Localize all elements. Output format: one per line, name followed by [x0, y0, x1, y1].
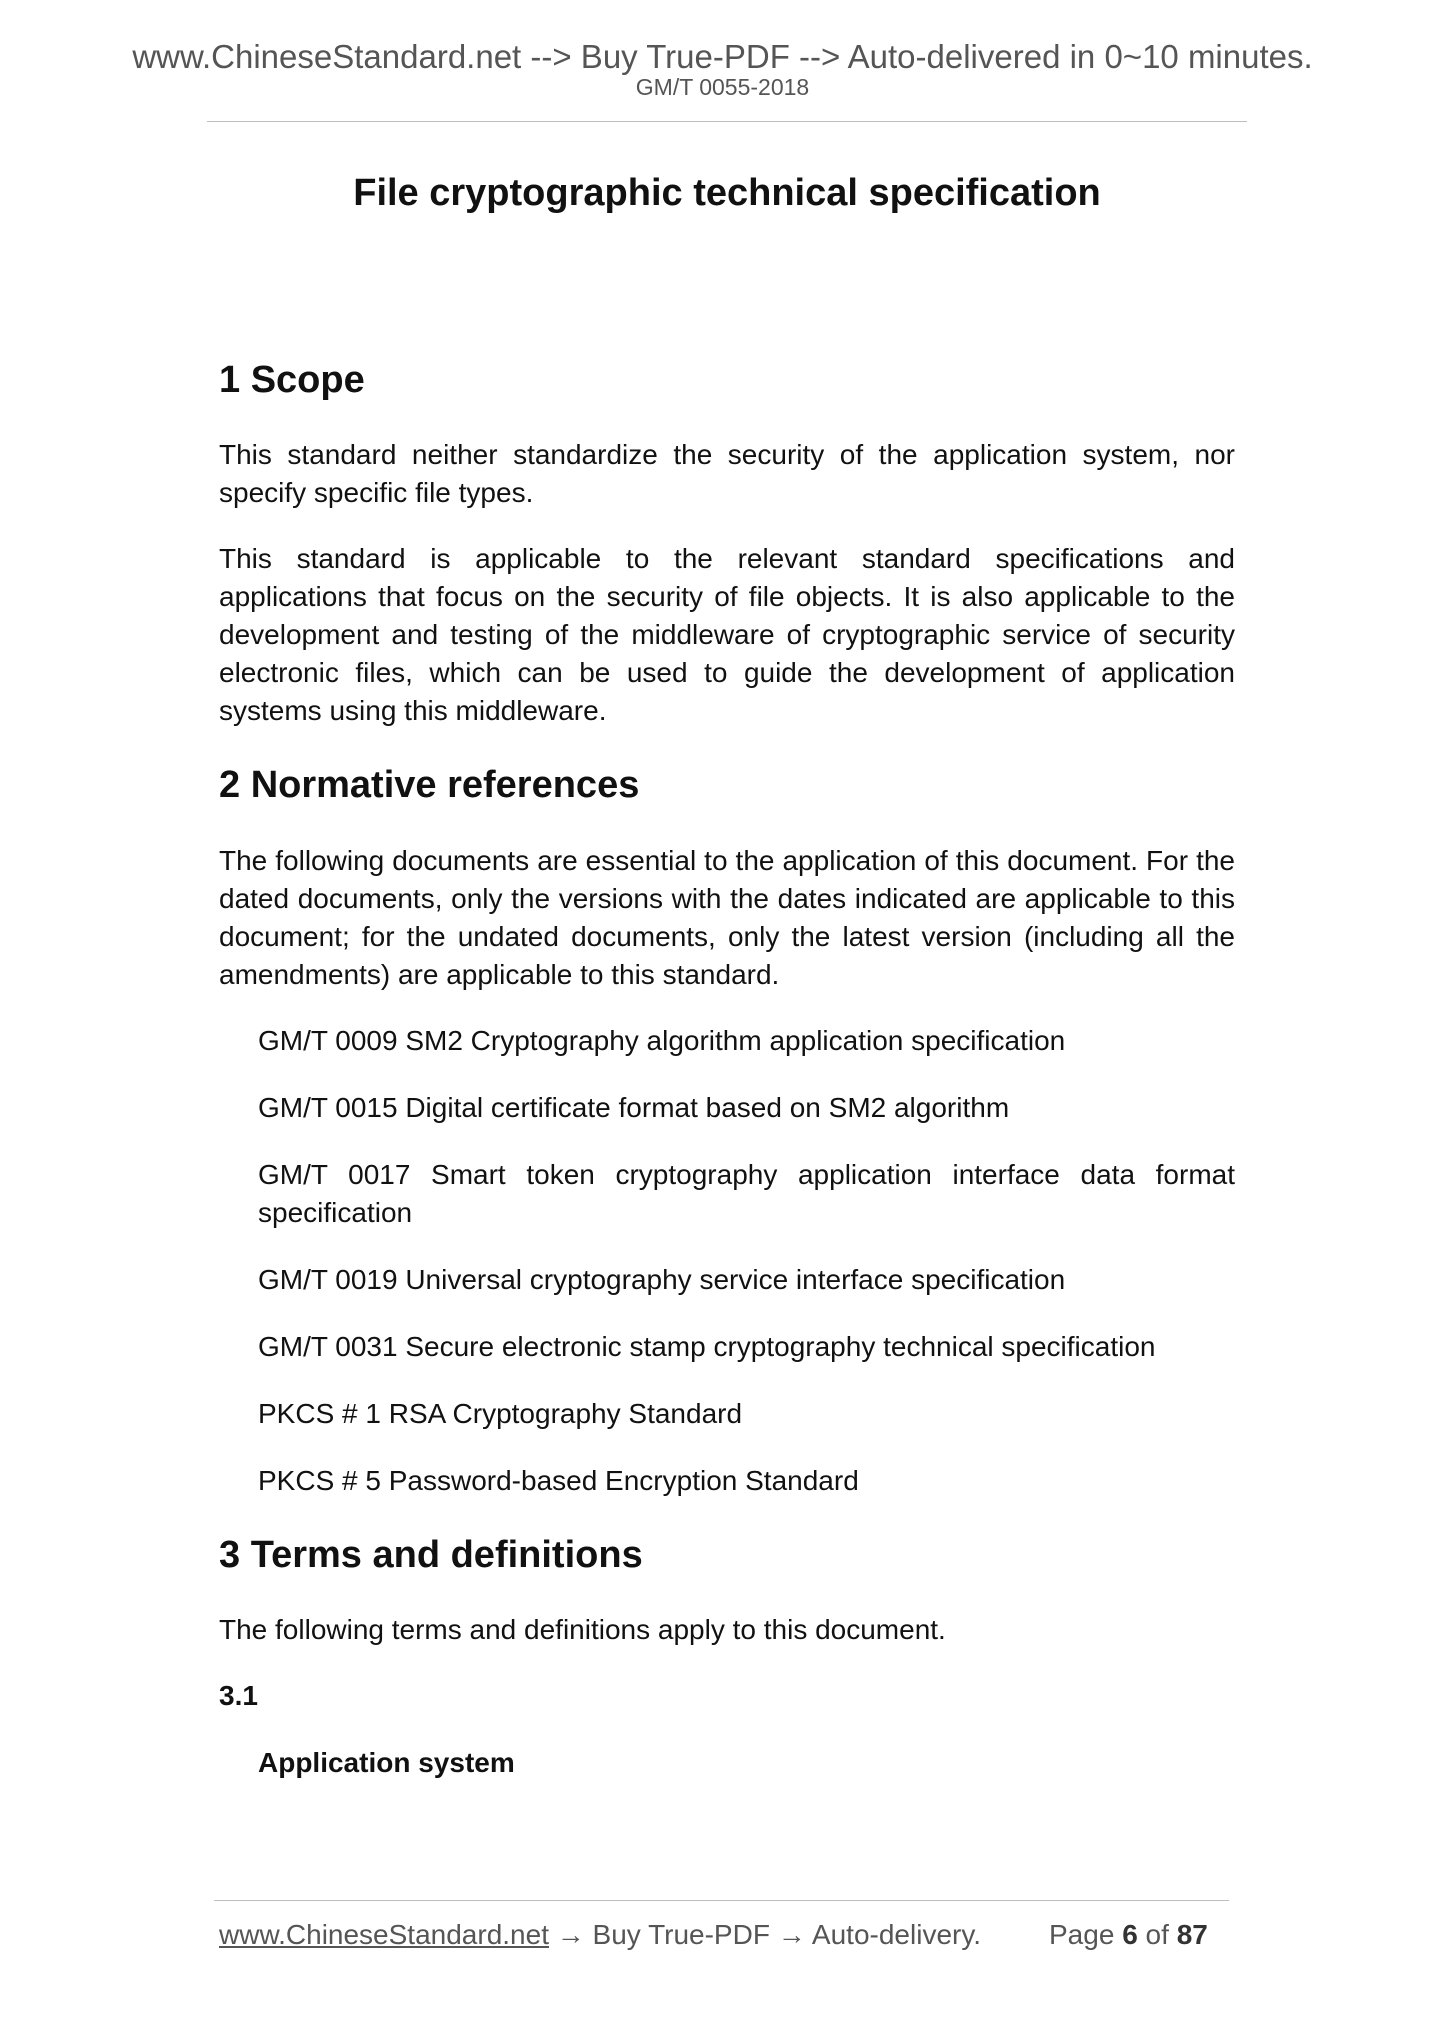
page-indicator	[1049, 1921, 1208, 1949]
reference-item: PKCS # 5 Password-based Encryption Standard	[258, 1464, 859, 1496]
document-title: File cryptographic technical specification	[353, 172, 1101, 214]
footer-links	[219, 1921, 981, 1949]
term-heading: Application system	[258, 1747, 515, 1779]
footer-site-link[interactable]: www.ChineseStandard.net	[219, 1919, 549, 1950]
reference-list	[219, 1022, 1235, 1500]
scope-paragraph-1: This standard neither standardize the security of the application system, nor specify specific file types.	[219, 439, 1235, 509]
footer-divider	[214, 1900, 1229, 1901]
page-content	[219, 160, 1235, 1782]
reference-item: PKCS # 1 RSA Cryptography Standard	[258, 1397, 743, 1429]
reference-item: GM/T 0015 Digital certificate format based on SM2 algorithm	[258, 1091, 1010, 1123]
document-code: GM/T 0055-2018	[635, 74, 810, 100]
page-label: Page	[1049, 1919, 1115, 1950]
section-heading-normative-references: 2 Normative references	[219, 764, 640, 807]
reference-item: GM/T 0017 Smart token cryptography application interface data format specification	[258, 1158, 1235, 1228]
terms-intro: The following terms and definitions apply to this document.	[219, 1614, 946, 1646]
header-divider	[207, 121, 1247, 122]
section-heading-scope: 1 Scope	[219, 358, 365, 401]
reference-item: GM/T 0009 SM2 Cryptography algorithm application specification	[258, 1024, 1066, 1056]
page-current: 6	[1122, 1919, 1138, 1950]
top-banner[interactable]: www.ChineseStandard.net --> Buy True-PDF --> Auto-delivered in 0~10 minutes.	[132, 38, 1313, 75]
page-total: 87	[1176, 1919, 1208, 1950]
reference-item: GM/T 0031 Secure electronic stamp cryptography technical specification	[258, 1330, 1156, 1362]
of-label: of	[1145, 1919, 1169, 1950]
scope-paragraph-2: This standard is applicable to the relevant standard specifications and applications that focus on the security of file objects. It is also applicable to the development and testing of the middleware of cryptographic service of security electronic files, which can be used to guide the development of application systems using this middleware.	[219, 543, 1235, 727]
footer-delivery-text: → Buy True-PDF → Auto-delivery.	[548, 1919, 982, 1950]
reference-item: GM/T 0019 Universal cryptography service interface specification	[258, 1263, 1066, 1295]
normative-intro: The following documents are essential to the application of this document. For the dated documents, only the versions with the dates indicated are applicable to this document; for the undated documents, only the latest version (including all the amendments) are applicable to this standard.	[219, 844, 1235, 990]
subsection-number: 3.1	[219, 1680, 258, 1712]
section-heading-terms: 3 Terms and definitions	[219, 1533, 643, 1576]
